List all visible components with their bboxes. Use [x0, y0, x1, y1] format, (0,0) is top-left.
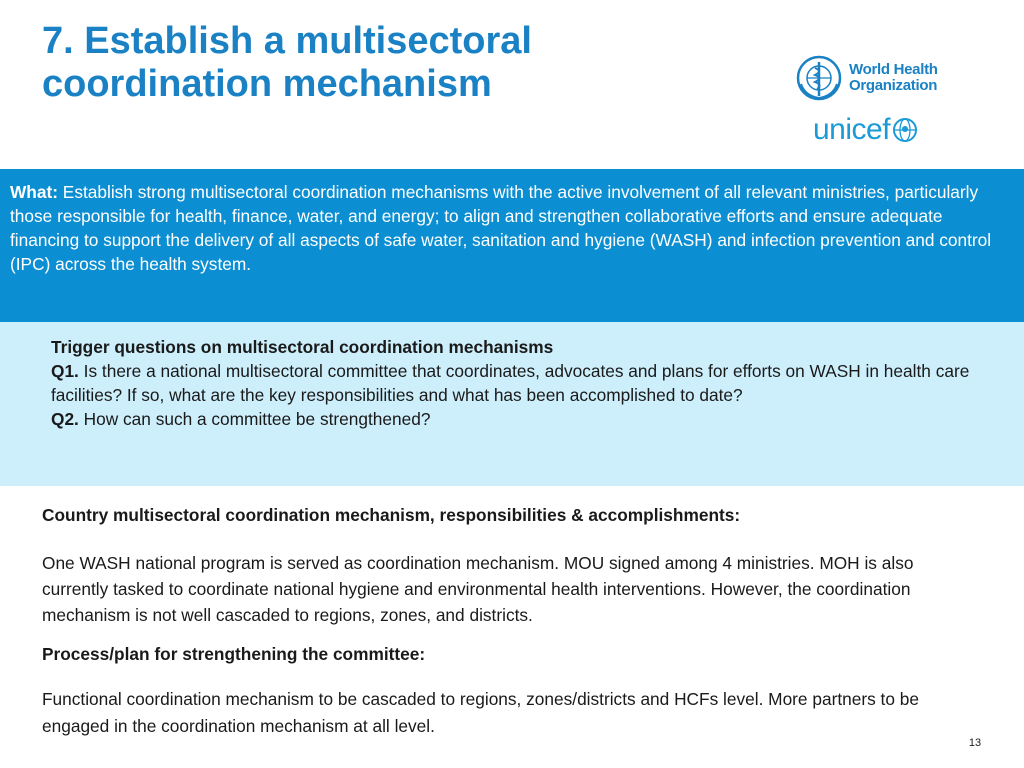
process-plan-text: Functional coordination mechanism to be cascaded to regions, zones/districts and HCFs level. More partners to be engaged in the coordination mechanism at all level. [42, 689, 919, 736]
page-number: 13 [968, 737, 982, 749]
who-name-line2: Organization [849, 77, 938, 94]
country-mechanism-heading: Country multisectoral coordination mechanism, responsibilities & accomplishments: [42, 505, 741, 525]
slide-title: 7. Establish a multisectoral coordination mechanism [42, 20, 532, 105]
partner-logos [795, 54, 955, 154]
question-1 [51, 359, 981, 407]
what-paragraph [10, 180, 1010, 276]
question-2 [51, 407, 981, 431]
who-emblem-icon [795, 54, 843, 102]
q1-label: Q1. [51, 361, 79, 381]
trigger-heading: Trigger questions on multisectoral coordination mechanisms [51, 337, 554, 357]
trigger-questions-block [51, 335, 981, 431]
q2-text: How can such a committee be strengthened? [78, 409, 431, 429]
who-logo [795, 54, 938, 102]
what-label: What: [10, 182, 58, 202]
unicef-wordmark: unicef [813, 113, 891, 146]
who-name-line1: World Health [849, 61, 938, 78]
q2-label: Q2. [51, 409, 79, 429]
what-section [0, 169, 1024, 322]
unicef-logo [813, 114, 918, 146]
what-description: Establish strong multisectoral coordination mechanisms with the active involvement of all relevant ministries, particularly those responsible for health, finance, water, and energy; to align and strengthen collaborative efforts and ensure adequate financing to support the delivery of all aspects of safe water, sanitation and hygiene (WASH) and infection prevention and control (IPC) across the health system. [10, 182, 992, 274]
trigger-questions-section [0, 322, 1024, 486]
q1-text: Is there a national multisectoral committee that coordinates, advocates and plans for efforts on WASH in health care facilities? If so, what are the key responsibilities and what has been accomplished to date? [51, 361, 970, 405]
unicef-globe-icon [892, 117, 918, 143]
process-plan-heading: Process/plan for strengthening the committee: [42, 644, 426, 664]
country-mechanism-text: One WASH national program is served as coordination mechanism. MOU signed among 4 ministries. MOH is also currently tasked to coordinate national hygiene and environmental health interventions. However, the coordination mechanism is not well cascaded to regions, zones, and districts. [42, 553, 914, 625]
